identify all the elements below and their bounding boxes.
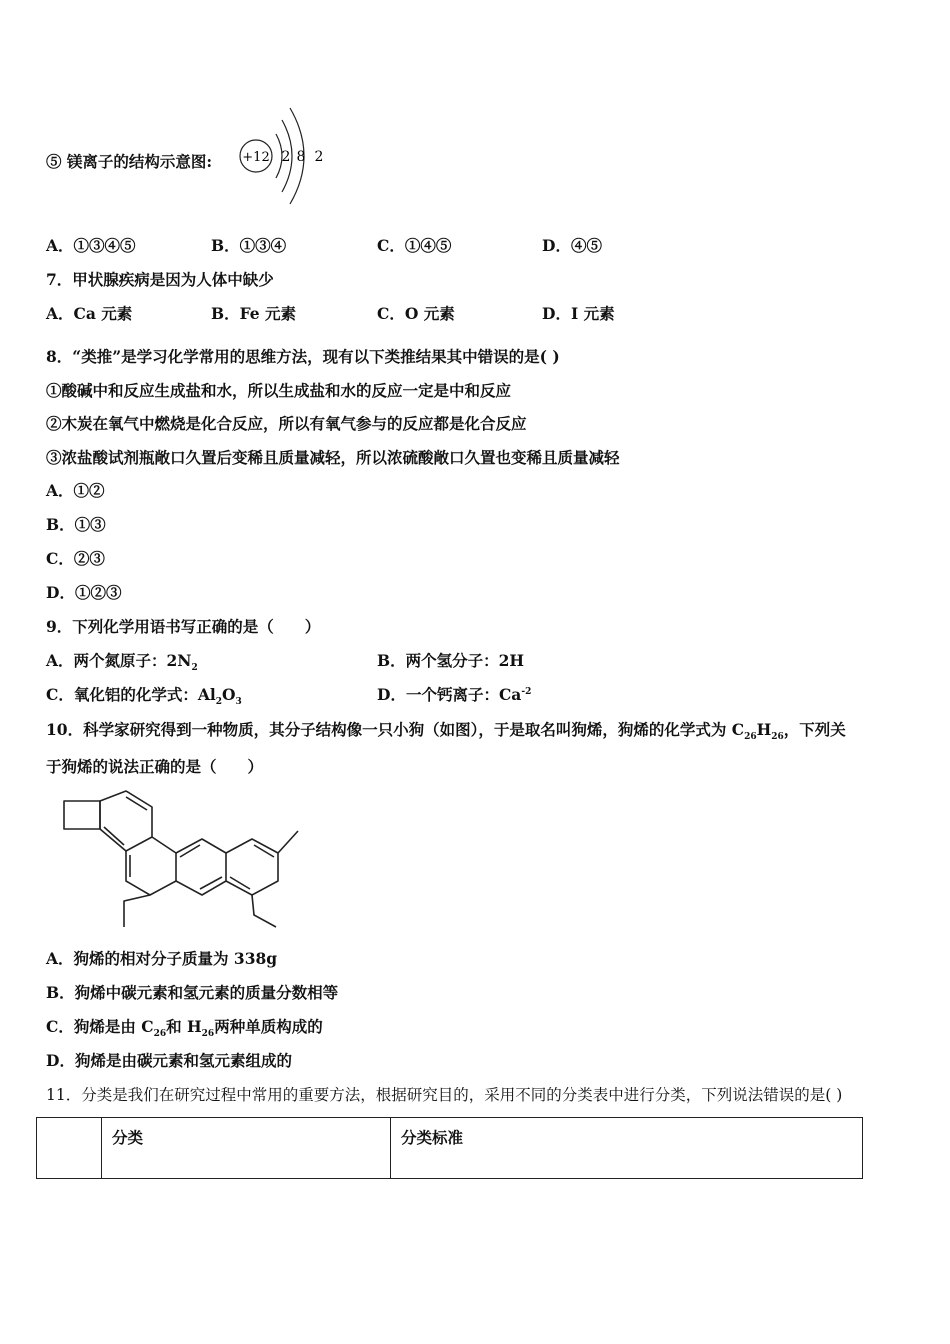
q7-option-a: A．Ca 元素 [46, 304, 133, 323]
ion-nucleus-charge: +12 [242, 150, 270, 165]
table-header-criteria: 分类标准 [391, 1118, 863, 1179]
table-header-category: 分类 [102, 1118, 391, 1179]
q8-option-d: D．①②③ [46, 583, 122, 602]
table-row [37, 1118, 863, 1179]
q6-option-b: B．①③④ [211, 236, 287, 255]
q6-option-c: C．①④⑤ [377, 236, 452, 255]
q10-option-d: D．狗烯是由碳元素和氢元素组成的 [46, 1051, 292, 1070]
q6-option-d: D．④⑤ [542, 236, 602, 255]
q7-option-d: D．I 元素 [542, 304, 615, 323]
q7-option-b: B．Fe 元素 [211, 304, 297, 323]
dogene-structure-diagram [60, 787, 305, 932]
q11-stem: 11．分类是我们在研究过程中常用的重要方法，根据研究目的，采用不同的分类表中进行分类，下列说法错误的是( ) [46, 1086, 843, 1104]
q10-stem-line2: 于狗烯的说法正确的是（ ） [46, 757, 264, 776]
q8-stem: 8．“类推”是学习化学常用的思维方法，现有以下类推结果其中错误的是( ) [46, 347, 560, 366]
q6-option-a: A．①③④⑤ [46, 236, 136, 255]
q10-stem-line1: 10．科学家研究得到一种物质，其分子结构像一只小狗（如图），于是取名叫狗烯，狗烯的化学式为 $C_{26}H_{26}$，下列关 [46, 720, 846, 743]
q8-option-a: A．①② [46, 481, 105, 500]
q10-option-a: A．狗烯的相对分子质量为 338g [46, 949, 278, 968]
q8-statement-2: ②木炭在氧气中燃烧是化合反应，所以有氧气参与的反应都是化合反应 [46, 414, 527, 433]
q9-option-b: B．两个氢分子：2H [377, 651, 525, 670]
q8-option-c: C．②③ [46, 549, 105, 568]
shell-3-count: 2 [314, 149, 324, 165]
q9-stem: 9．下列化学用语书写正确的是（ ） [46, 617, 321, 636]
classification-table [36, 1117, 863, 1179]
q8-statement-1: ①酸碱中和反应生成盐和水，所以生成盐和水的反应一定是中和反应 [46, 381, 512, 400]
q9-option-c: C．氧化铝的化学式：$Al_2O_3$ [46, 685, 242, 708]
q10-option-b: B．狗烯中碳元素和氢元素的质量分数相等 [46, 983, 339, 1002]
q10-option-c: C．狗烯是由 $C_{26}$和 $H_{26}$两种单质构成的 [46, 1017, 323, 1040]
q9-option-d: D．一个钙离子：$Ca^{-2}$ [377, 685, 532, 704]
q8-option-b: B．①③ [46, 515, 106, 534]
q9-option-a: A．两个氮原子：$2N_2$ [46, 651, 198, 674]
shell-2-count: 8 [296, 149, 306, 165]
q7-stem: 7．甲状腺疾病是因为人体中缺少 [46, 270, 274, 289]
q7-option-c: C．O 元素 [377, 304, 455, 323]
q6-item5-label: ⑤ 镁离子的结构示意图: [46, 152, 213, 171]
table-header-blank [37, 1118, 102, 1179]
q8-statement-3: ③浓盐酸试剂瓶敞口久置后变稀且质量减轻，所以浓硫酸敞口久置也变稀且质量减轻 [46, 448, 620, 467]
shell-1-count: 2 [281, 149, 291, 165]
magnesium-ion-diagram [236, 96, 336, 211]
